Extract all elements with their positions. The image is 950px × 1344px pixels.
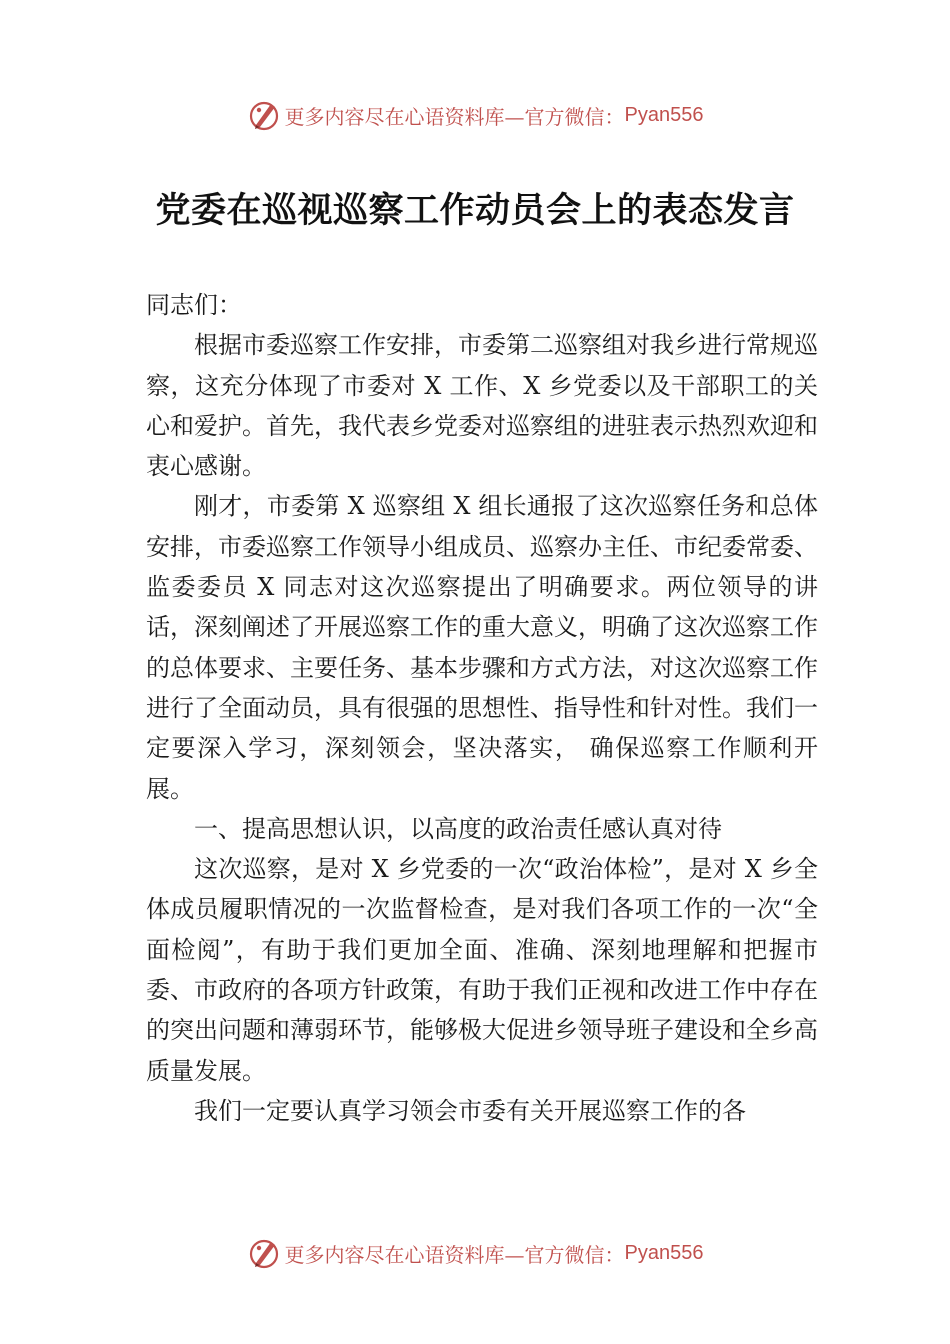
paragraph-4: 我们一定要认真学习领会市委有关开展巡察工作的各 [194, 1096, 746, 1125]
document-body [146, 285, 818, 1131]
pen-circle-logo-icon [247, 98, 281, 132]
paragraph-2: 刚才，市委第 X 巡察组 X 组长通报了这次巡察任务和总体安排，市委巡察工作领导小组成员、巡察办主任、市纪委常委、监委委员 X 同志对这次巡察提出了明确要求。两位领导的讲话，深刻阐述了开展巡察工作的重大意义，明确了这次巡察工作的总体要求、主要任务、基本步骤和方式方法，对这次巡察工作进行了全面动员，具有很强的思想性、指导性和针对性。我们一定要深入学习，深刻领会，坚决落实， 确保巡察工作顺利开展。 [146, 492, 818, 803]
paragraph-1: 根据市委巡察工作安排，市委第二巡察组对我乡进行常规巡察，这充分体现了市委对 X 工作、X 乡党委以及干部职工的关心和爱护。首先，我代表乡党委对巡察组的进驻表示热烈欢迎和衷心感谢。 [146, 331, 818, 481]
paragraph-3: 这次巡察，是对 X 乡党委的一次“政治体检”，是对 X 乡全体成员履职情况的一次监督检查，是对我们各项工作的一次“全面检阅”，有助于我们更加全面、准确、深刻地理解和把握市委、市政府的各项方针政策，有助于我们正视和改进工作中存在的突出问题和薄弱环节，能够极大促进乡领导班子建设和全乡高质量发展。 [146, 855, 818, 1085]
header-wechat-id: Pyan556 [624, 103, 704, 126]
footer-wechat-id: Pyan556 [624, 1241, 704, 1264]
section-heading-1: 一、提高思想认识，以高度的政治责任感认真对待 [194, 814, 722, 843]
header-banner [0, 95, 950, 135]
document-title: 党委在巡视巡察工作动员会上的表态发言 [155, 190, 795, 231]
footer-banner [0, 1233, 950, 1273]
footer-banner-text: 更多内容尽在心语资料库—官方微信： [284, 1242, 625, 1267]
salutation: 同志们： [146, 291, 242, 319]
header-banner-text: 更多内容尽在心语资料库—官方微信： [284, 104, 625, 129]
pen-circle-logo-icon [247, 1236, 281, 1270]
